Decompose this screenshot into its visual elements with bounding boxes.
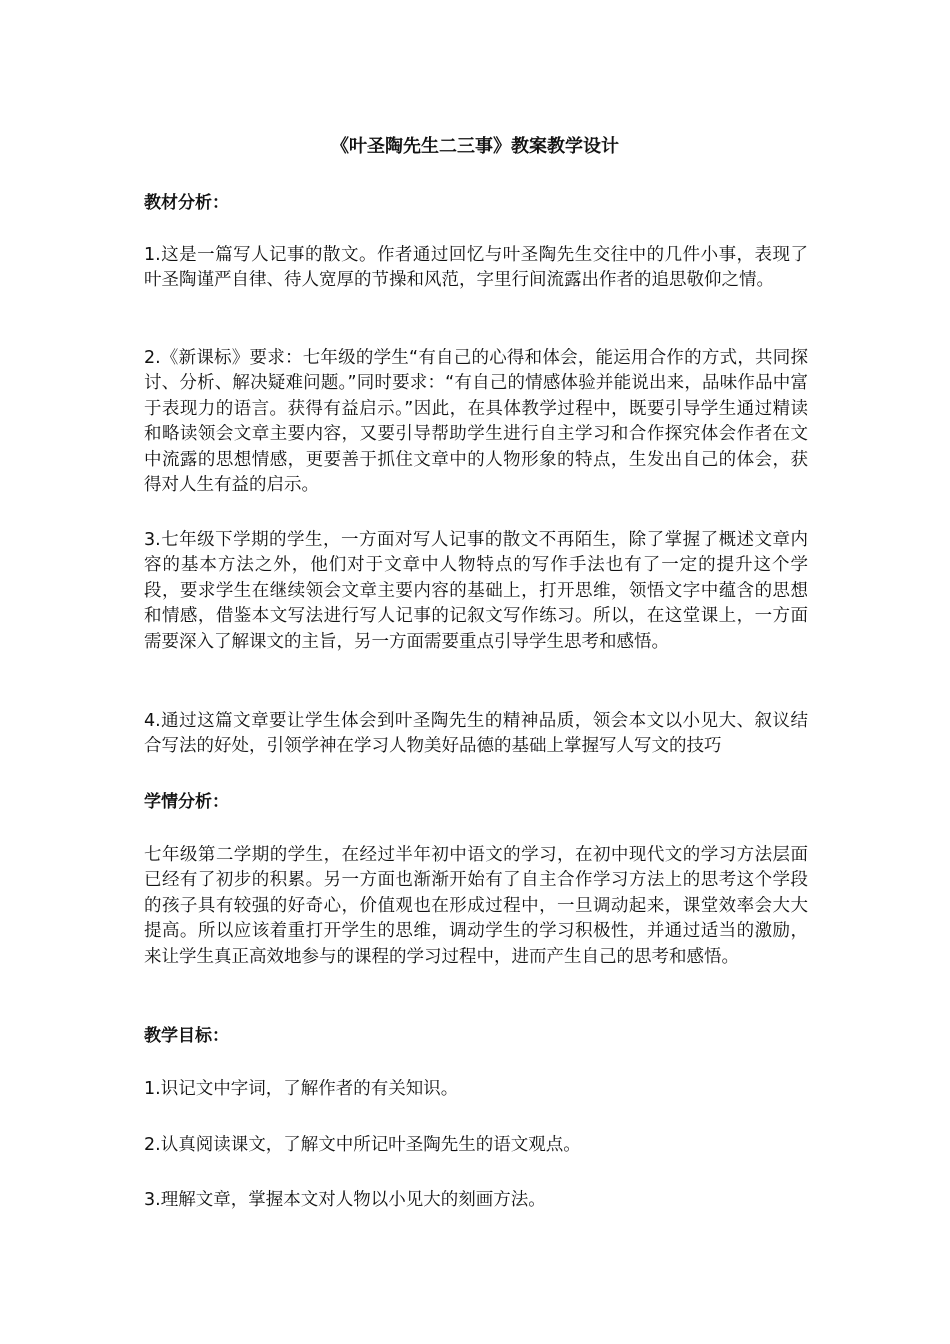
list-item: 2.认真阅读课文，了解文中所记叶圣陶先生的语文观点。 <box>144 1135 581 1155</box>
paragraph: 2.《新课标》要求：七年级的学生“有自己的心得和体会，能运用合作的方式，共同探讨、分析、解决疑难问题。”同时要求：“有自己的情感体验并能说出来，品味作品中富于表现力的语言。获得有益启示。”因此，在具体教学过程中，既要引导学生通过精读和略读领会文章主要内容，又要引导帮助学生进行自主学习和合作探究体会作者在文中流露的思想情感，更要善于抓住文章中的人物形象的特点，生发出自己的体会，获得对人生有益的启示。 <box>144 348 808 496</box>
section-heading-student-analysis: 学情分析： <box>144 792 229 812</box>
paragraph: 七年级第二学期的学生，在经过半年初中语文的学习，在初中现代文的学习方法层面已经有了初步的积累。另一方面也渐渐开始有了自主合作学习方法上的思考这个学段的孩子具有较强的好奇心，价值观也在形成过程中，一旦调动起来，课堂效率会大大提高。所以应该着重打开学生的思维，调动学生的学习积极性，并通过适当的激励，来让学生真正高效地参与的课程的学习过程中，进而产生自己的思考和感悟。 <box>144 845 808 967</box>
paragraph: 1.这是一篇写人记事的散文。作者通过回忆与叶圣陶先生交往中的几件小事，表现了叶圣陶谨严自律、待人宽厚的节操和风范，字里行间流露出作者的追思敬仰之情。 <box>144 245 808 291</box>
list-item: 3.理解文章，掌握本文对人物以小见大的刻画方法。 <box>144 1190 546 1210</box>
list-item: 1.识记文中字词，了解作者的有关知识。 <box>144 1079 459 1099</box>
document-title: 《叶圣陶先生二三事》教案教学设计 <box>331 136 619 157</box>
paragraph: 4.通过这篇文章要让学生体会到叶圣陶先生的精神品质，领会本文以小见大、叙议结合写法的好处，引领学神在学习人物美好品德的基础上掌握写人写文的技巧 <box>144 711 808 757</box>
section-heading-teaching-goals: 教学目标： <box>144 1026 229 1046</box>
paragraph: 3.七年级下学期的学生，一方面对写人记事的散文不再陌生，除了掌握了概述文章内容的基本方法之外，他们对于文章中人物特点的写作手法也有了一定的提升这个学段，要求学生在继续领会文章主要内容的基础上，打开思维，领悟文字中蕴含的思想和情感，借鉴本文写法进行写人记事的记叙文写作练习。所以，在这堂课上，一方面需要深入了解课文的主旨，另一方面需要重点引导学生思考和感悟。 <box>144 530 808 652</box>
section-heading-textbook-analysis: 教材分析： <box>144 193 229 213</box>
